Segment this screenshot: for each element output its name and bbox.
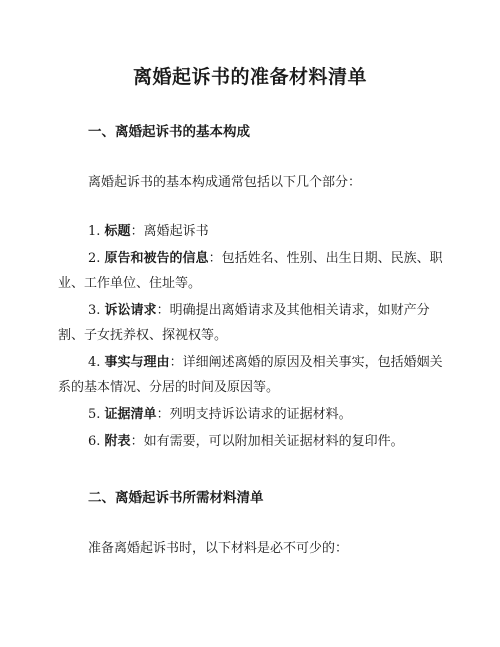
list-item (58, 246, 446, 296)
item-number: 6. (88, 434, 101, 449)
list-item (58, 350, 446, 400)
list-item (58, 402, 446, 427)
item-text: ：离婚起诉书 (130, 224, 209, 239)
section-1-intro: 离婚起诉书的基本构成通常包括以下几个部分： (88, 175, 362, 190)
item-number: 5. (88, 407, 101, 422)
item-number: 1. (88, 224, 101, 239)
item-number: 3. (88, 303, 101, 318)
item-text: ：列明支持诉讼请求的证据材料。 (156, 407, 352, 422)
item-label: 标题 (104, 224, 131, 239)
section-1-heading: 一、离婚起诉书的基本构成 (88, 124, 250, 140)
item-label: 事实与理由 (104, 355, 170, 370)
item-number: 2. (88, 251, 101, 266)
item-label: 诉讼请求 (104, 303, 157, 318)
item-label: 附表 (104, 434, 131, 449)
list-item (58, 429, 446, 454)
list-item (58, 298, 446, 348)
item-label: 证据清单 (104, 407, 157, 422)
section-2-intro: 准备离婚起诉书时，以下材料是必不可少的： (88, 541, 349, 556)
list-item (58, 219, 446, 244)
item-text: ：包括姓名、性别、出生日期、民族、职业、工作单位、住址等。 (58, 251, 443, 291)
item-text: ：明确提出离婚请求及其他相关请求，如财产分割、子女抚养权、探视权等。 (58, 303, 430, 343)
item-number: 4. (88, 355, 101, 370)
section-2-heading: 二、离婚起诉书所需材料清单 (88, 490, 264, 506)
item-label: 原告和被告的信息 (104, 251, 209, 266)
item-text: ：如有需要，可以附加相关证据材料的复印件。 (130, 434, 404, 449)
document-title: 离婚起诉书的准备材料清单 (132, 66, 367, 88)
item-text: ：详细阐述离婚的原因及相关事实，包括婚姻关系的基本情况、分居的时间及原因等。 (58, 355, 443, 395)
